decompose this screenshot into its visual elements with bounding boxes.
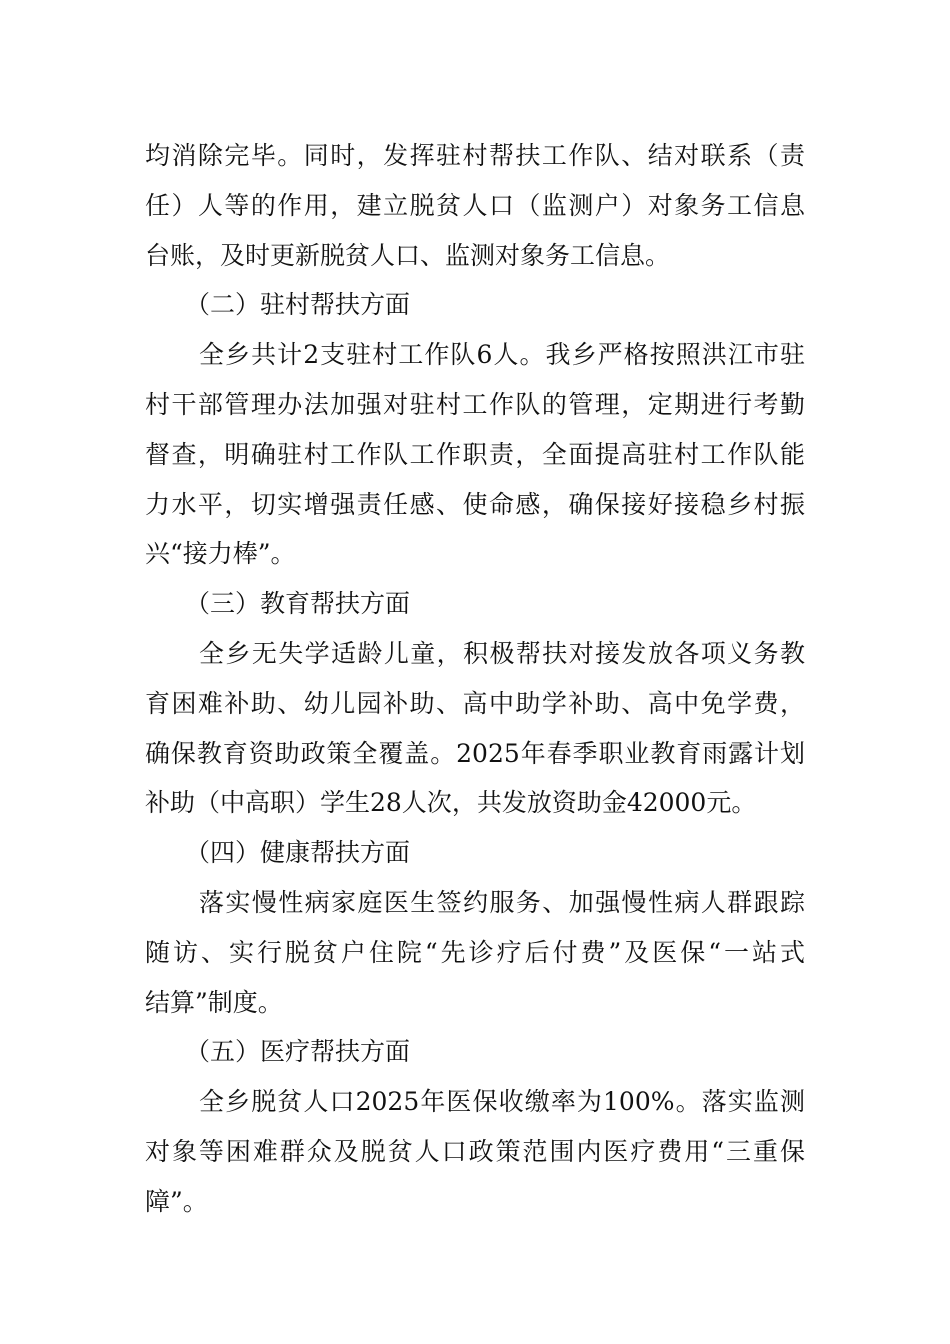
- text-line: （三）教育帮扶方面: [185, 589, 411, 619]
- text-line: 村干部管理办法加强对驻村工作队的管理，定期进行考勤: [145, 389, 805, 419]
- text-line: 育困难补助、幼儿园补助、高中助学补助、高中免学费，: [145, 688, 805, 718]
- text-line: 兴“接力棒”。: [145, 539, 296, 569]
- text-line: 随访、实行脱贫户住院“先诊疗后付费”及医保“一站式: [145, 937, 805, 967]
- paragraph: [145, 1077, 805, 1226]
- text-line: （五）医疗帮扶方面: [185, 1037, 411, 1067]
- text-line: 对象等困难群众及脱贫人口政策范围内医疗费用“三重保: [145, 1136, 805, 1166]
- section-heading: [145, 579, 805, 629]
- section-heading: [145, 828, 805, 878]
- paragraph: [145, 878, 805, 1027]
- text-line: 全乡共计2支驻村工作队6人。我乡严格按照洪江市驻: [199, 340, 805, 370]
- text-line: 台账，及时更新脱贫人口、监测对象务工信息。: [145, 240, 671, 270]
- document-page: [145, 131, 805, 1227]
- section-heading: [145, 1027, 805, 1077]
- text-line: 补助（中高职）学生28人次，共发放资助金42000元。: [145, 788, 757, 818]
- text-line: 力水平，切实增强责任感、使命感，确保接好接稳乡村振: [145, 489, 805, 519]
- text-line: 均消除完毕。同时，发挥驻村帮扶工作队、结对联系（责: [145, 141, 805, 170]
- paragraph: [145, 330, 805, 579]
- text-line: 全乡脱贫人口2025年医保收缴率为100%。落实监测: [199, 1087, 805, 1117]
- text-line: 落实慢性病家庭医生签约服务、加强慢性病人群跟踪: [199, 887, 805, 917]
- section-heading: [145, 280, 805, 330]
- text-line: 障”。: [145, 1186, 208, 1216]
- paragraph: [145, 131, 805, 280]
- text-line: 结算”制度。: [145, 987, 283, 1017]
- text-line: 确保教育资助政策全覆盖。2025年春季职业教育雨露计划: [145, 738, 805, 768]
- text-line: 任）人等的作用，建立脱贫人口（监测户）对象务工信息: [145, 190, 805, 220]
- text-line: 全乡无失学适龄儿童，积极帮扶对接发放各项义务教: [199, 638, 805, 668]
- text-line: 督查，明确驻村工作队工作职责，全面提高驻村工作队能: [145, 439, 805, 469]
- paragraph: [145, 629, 805, 828]
- text-line: （四）健康帮扶方面: [185, 838, 411, 868]
- text-line: （二）驻村帮扶方面: [185, 290, 411, 320]
